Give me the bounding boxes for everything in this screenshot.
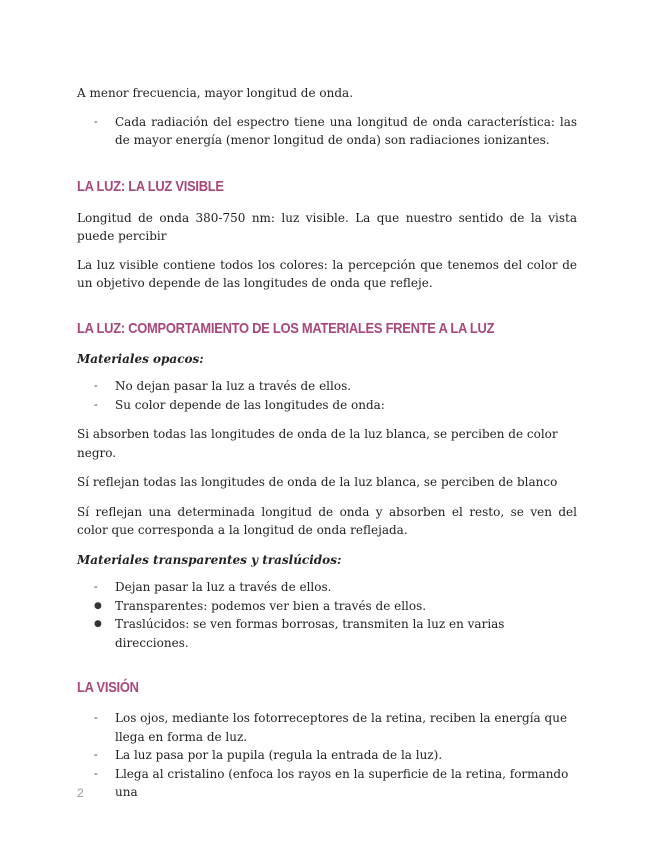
list-item-text: Los ojos, mediante los fotorreceptores de la retina, reciben la energía que llega en forma de luz. [115,711,568,744]
list-item [77,597,577,616]
paragraph-opacos-1: Si absorben todas las longitudes de onda de la luz blanca, se perciben de color negro. [77,427,558,460]
list-item [77,765,577,802]
list-item-text: Cada radiación del espectro tiene una longitud de onda característica: las de mayor energía (menor longitud de onda) son radiaciones ionizantes. [115,114,577,147]
bullet-marker: ● [94,600,102,611]
list-opacos [77,377,577,414]
dash-marker: - [94,766,98,780]
page-content [77,84,577,802]
list-item-text: La luz pasa por la pupila (regula la entrada de la luz). [115,748,443,762]
paragraph-visible-1: Longitud de onda 380-750 nm: luz visible. La que nuestro sentido de la vista puede percibir [77,210,577,243]
list-item-text: Su color depende de las longitudes de onda: [115,397,385,412]
list-item [77,377,577,396]
paragraph-visible-2: La luz visible contiene todos los colores: la percepción que tenemos del color de un objetivo depende de las longitudes de onda que refleje. [77,257,577,290]
page-number: 2 [77,786,84,800]
list-transparentes [77,578,577,652]
list-item [77,578,577,597]
list-item [77,709,577,746]
paragraph-intro: A menor frecuencia, mayor longitud de onda. [77,86,354,100]
dash-marker: - [94,397,98,411]
heading-vision: LA VISIÓN [77,679,139,696]
list-item [77,396,577,415]
dash-marker: - [94,711,98,724]
list-item-text: Llega al cristalino (enfoca los rayos en la superficie de la retina, formando una [115,766,569,799]
list-item-text: Transparentes: podemos ver bien a través de ellos. [115,598,427,613]
heading-comportamiento: LA LUZ: COMPORTAMIENTO DE LOS MATERIALES FRENTE A LA LUZ [77,319,495,337]
list-intro [77,113,577,150]
subheading-opacos: Materiales opacos: [77,351,204,366]
list-item-text: No dejan pasar la luz a través de ellos. [115,379,352,393]
paragraph-opacos-3: Sí reflejan una determinada longitud de onda y absorben el resto, se ven del color que corresponda a la longitud de onda reflejada. [77,504,577,537]
list-item [77,615,577,652]
list-item-text: Dejan pasar la luz a través de ellos. [115,580,332,594]
bullet-marker: ● [94,619,102,629]
dash-marker: - [94,379,98,392]
list-item [77,746,577,765]
list-item [77,113,577,150]
subheading-transparentes: Materiales transparentes y traslúcidos: [77,552,342,567]
heading-luz-visible: LA LUZ: LA LUZ VISIBLE [77,177,224,195]
dash-marker: - [94,748,98,761]
list-item-text: Traslúcidos: se ven formas borrosas, transmiten la luz en varias direcciones. [115,617,505,650]
dash-marker: - [94,580,98,593]
list-vision [77,709,577,802]
paragraph-opacos-2: Sí reflejan todas las longitudes de onda de la luz blanca, se perciben de blanco [77,475,558,489]
dash-marker: - [94,114,98,128]
